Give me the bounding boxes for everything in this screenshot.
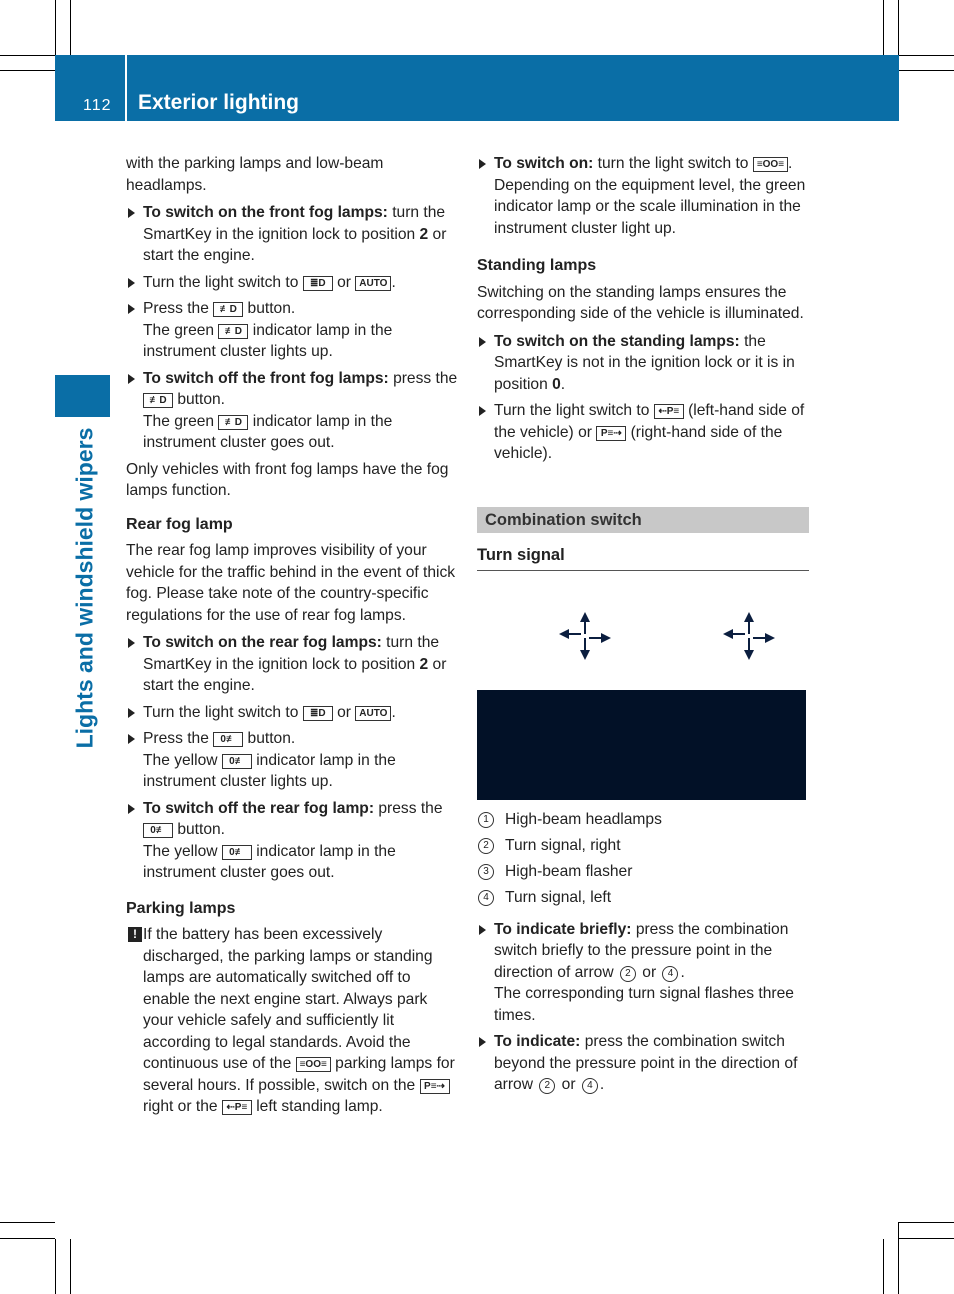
direction-arrows-icon xyxy=(555,606,615,666)
combination-switch-heading: Combination switch xyxy=(477,507,809,533)
parking-lamp-icon: ≡OO≡ xyxy=(296,1057,331,1072)
press-rear-fog-step: Press the 0≢ button. xyxy=(126,728,458,750)
crop-mark xyxy=(0,1222,55,1223)
intro-text: with the parking lamps and low-beam headlamps. xyxy=(126,155,384,194)
indicate-briefly-step: To indicate briefly: press the combination switch briefly to the pressure point in the direction of arrow 2 or 4 . xyxy=(477,919,809,984)
combination-switch-figure xyxy=(477,571,809,801)
left-column xyxy=(126,153,458,1123)
standing-lamps-heading: Standing lamps xyxy=(477,257,597,274)
front-fog-off-step: To switch off the front fog lamps: press the ≢D button. xyxy=(126,368,458,411)
front-fog-indicator-text: The green ≢D indicator lamp in the instrument cluster lights up. xyxy=(143,321,393,360)
figure-dark-panel xyxy=(477,690,806,800)
rear-fog-icon: 0≢ xyxy=(222,845,252,860)
front-fog-icon: ≢D xyxy=(218,324,248,339)
rear-fog-heading: Rear fog lamp xyxy=(126,515,233,533)
front-fog-icon: ≢D xyxy=(218,415,248,430)
callout-number: 2 xyxy=(478,838,494,854)
front-fog-on-step: To switch on the front fog lamps: turn the SmartKey in the ignition lock to position 2 or start the engine. xyxy=(126,202,458,267)
legend-item: 1 High-beam headlamps xyxy=(477,809,809,831)
rear-fog-intro: The rear fog lamp improves visibility of your vehicle for the traffic behind in the event of thick fog. Please take note of the country-specific regulations for the use of rear fog lamps. xyxy=(126,542,456,624)
lowbeam-icon: ≣D xyxy=(303,706,333,721)
crop-mark xyxy=(899,1222,954,1223)
crop-mark xyxy=(55,1239,56,1294)
crop-mark xyxy=(70,0,71,55)
rear-fog-icon: 0≢ xyxy=(213,732,243,747)
standing-right-icon: P≡⇢ xyxy=(596,426,626,441)
page-header xyxy=(55,55,899,121)
crop-mark xyxy=(898,0,899,55)
rear-fog-off-step: To switch off the rear fog lamp: press the 0≢ button. xyxy=(126,798,458,841)
section-title: Exterior lighting xyxy=(138,91,300,114)
crop-mark xyxy=(883,1239,884,1294)
crop-mark xyxy=(899,70,954,71)
parking-lamps-heading: Parking lamps xyxy=(126,899,236,917)
standing-right-icon: P≡⇢ xyxy=(420,1079,450,1094)
rear-fog-off-indicator-text: The yellow 0≢ indicator lamp in the instrument cluster goes out. xyxy=(143,842,396,881)
rear-fog-icon: 0≢ xyxy=(222,754,252,769)
legend-item: 2 Turn signal, right xyxy=(477,835,809,857)
rear-fog-icon: 0≢ xyxy=(143,823,173,838)
standing-intro: Switching on the standing lamps ensures the corresponding side of the vehicle is illuminated. xyxy=(477,283,804,322)
chapter-label: Lights and windshield wipers xyxy=(71,427,98,749)
crop-mark xyxy=(883,0,884,55)
callout-number: 4 xyxy=(478,890,494,906)
crop-mark xyxy=(70,1239,71,1294)
header-divider xyxy=(125,55,127,121)
crop-mark xyxy=(55,0,56,55)
auto-icon: AUTO xyxy=(355,276,391,291)
crop-mark xyxy=(0,55,55,56)
page-number: 112 xyxy=(83,97,112,114)
standing-left-icon: ⇠P≡ xyxy=(654,404,684,419)
crop-mark xyxy=(899,55,954,56)
callout-number: 2 xyxy=(539,1078,555,1094)
press-front-fog-step: Press the ≢D button. xyxy=(126,298,458,320)
light-switch-step: Turn the light switch to ≣D or AUTO . xyxy=(126,702,458,724)
indicate-step: To indicate: press the combination switch beyond the pressure point in the direction of arrow 2 or 4 . xyxy=(477,1031,809,1096)
front-fog-icon: ≢D xyxy=(213,302,243,317)
warning-icon: ! xyxy=(128,927,142,942)
turn-signal-heading: Turn signal xyxy=(477,545,809,572)
callout-number: 4 xyxy=(582,1078,598,1094)
legend-item: 4 Turn signal, left xyxy=(477,887,809,909)
flashes-note: The corresponding turn signal flashes three times. xyxy=(494,985,794,1024)
standing-switch-step: Turn the light switch to ⇠P≡ (left-hand side of the vehicle) or P≡⇢ (right-hand side of the vehicle). xyxy=(477,400,809,465)
right-column xyxy=(477,153,809,1101)
standing-on-step: To switch on the standing lamps: the SmartKey is not in the ignition lock or it is in position 0. xyxy=(477,331,809,396)
figure-legend xyxy=(477,809,809,909)
lowbeam-icon: ≣D xyxy=(303,276,333,291)
callout-number: 1 xyxy=(478,812,494,828)
crop-mark xyxy=(898,1222,899,1294)
switch-on-step: To switch on: turn the light switch to ≡OO≡ . xyxy=(477,153,809,175)
callout-number: 2 xyxy=(620,966,636,982)
fog-function-note: Only vehicles with front fog lamps have the fog lamps function. xyxy=(126,460,449,499)
rear-fog-indicator-text: The yellow 0≢ indicator lamp in the instrument cluster lights up. xyxy=(143,751,396,790)
callout-number: 3 xyxy=(478,864,494,880)
parking-lamp-icon: ≡OO≡ xyxy=(753,157,788,172)
front-fog-off-indicator-text: The green ≢D indicator lamp in the instrument cluster goes out. xyxy=(143,412,393,451)
rear-fog-on-step: To switch on the rear fog lamps: turn the SmartKey in the ignition lock to position 2 or start the engine. xyxy=(126,632,458,697)
direction-arrows-icon xyxy=(719,606,779,666)
crop-mark xyxy=(0,70,55,71)
battery-warning: ! If the battery has been excessively discharged, the parking lamps or standing lamps are automatically switched off to enable the next engine start. Always park your vehicle safely and sufficiently lit according to legal standards. Avoid the continuous use of the ≡OO≡ parking lamps for several hours. If possible, switch on the P≡⇢ right or the ⇠P≡ left standing lamp. xyxy=(126,924,458,1118)
crop-mark xyxy=(899,1238,954,1239)
equipment-note: Depending on the equipment level, the green indicator lamp or the scale illumination in the instrument cluster light up. xyxy=(494,176,806,237)
standing-left-icon: ⇠P≡ xyxy=(222,1100,252,1115)
callout-number: 4 xyxy=(662,966,678,982)
light-switch-step: Turn the light switch to ≣D or AUTO . xyxy=(126,272,458,294)
front-fog-icon: ≢D xyxy=(143,393,173,408)
chapter-tab xyxy=(55,375,110,417)
crop-mark xyxy=(0,1238,55,1239)
auto-icon: AUTO xyxy=(355,706,391,721)
legend-item: 3 High-beam flasher xyxy=(477,861,809,883)
